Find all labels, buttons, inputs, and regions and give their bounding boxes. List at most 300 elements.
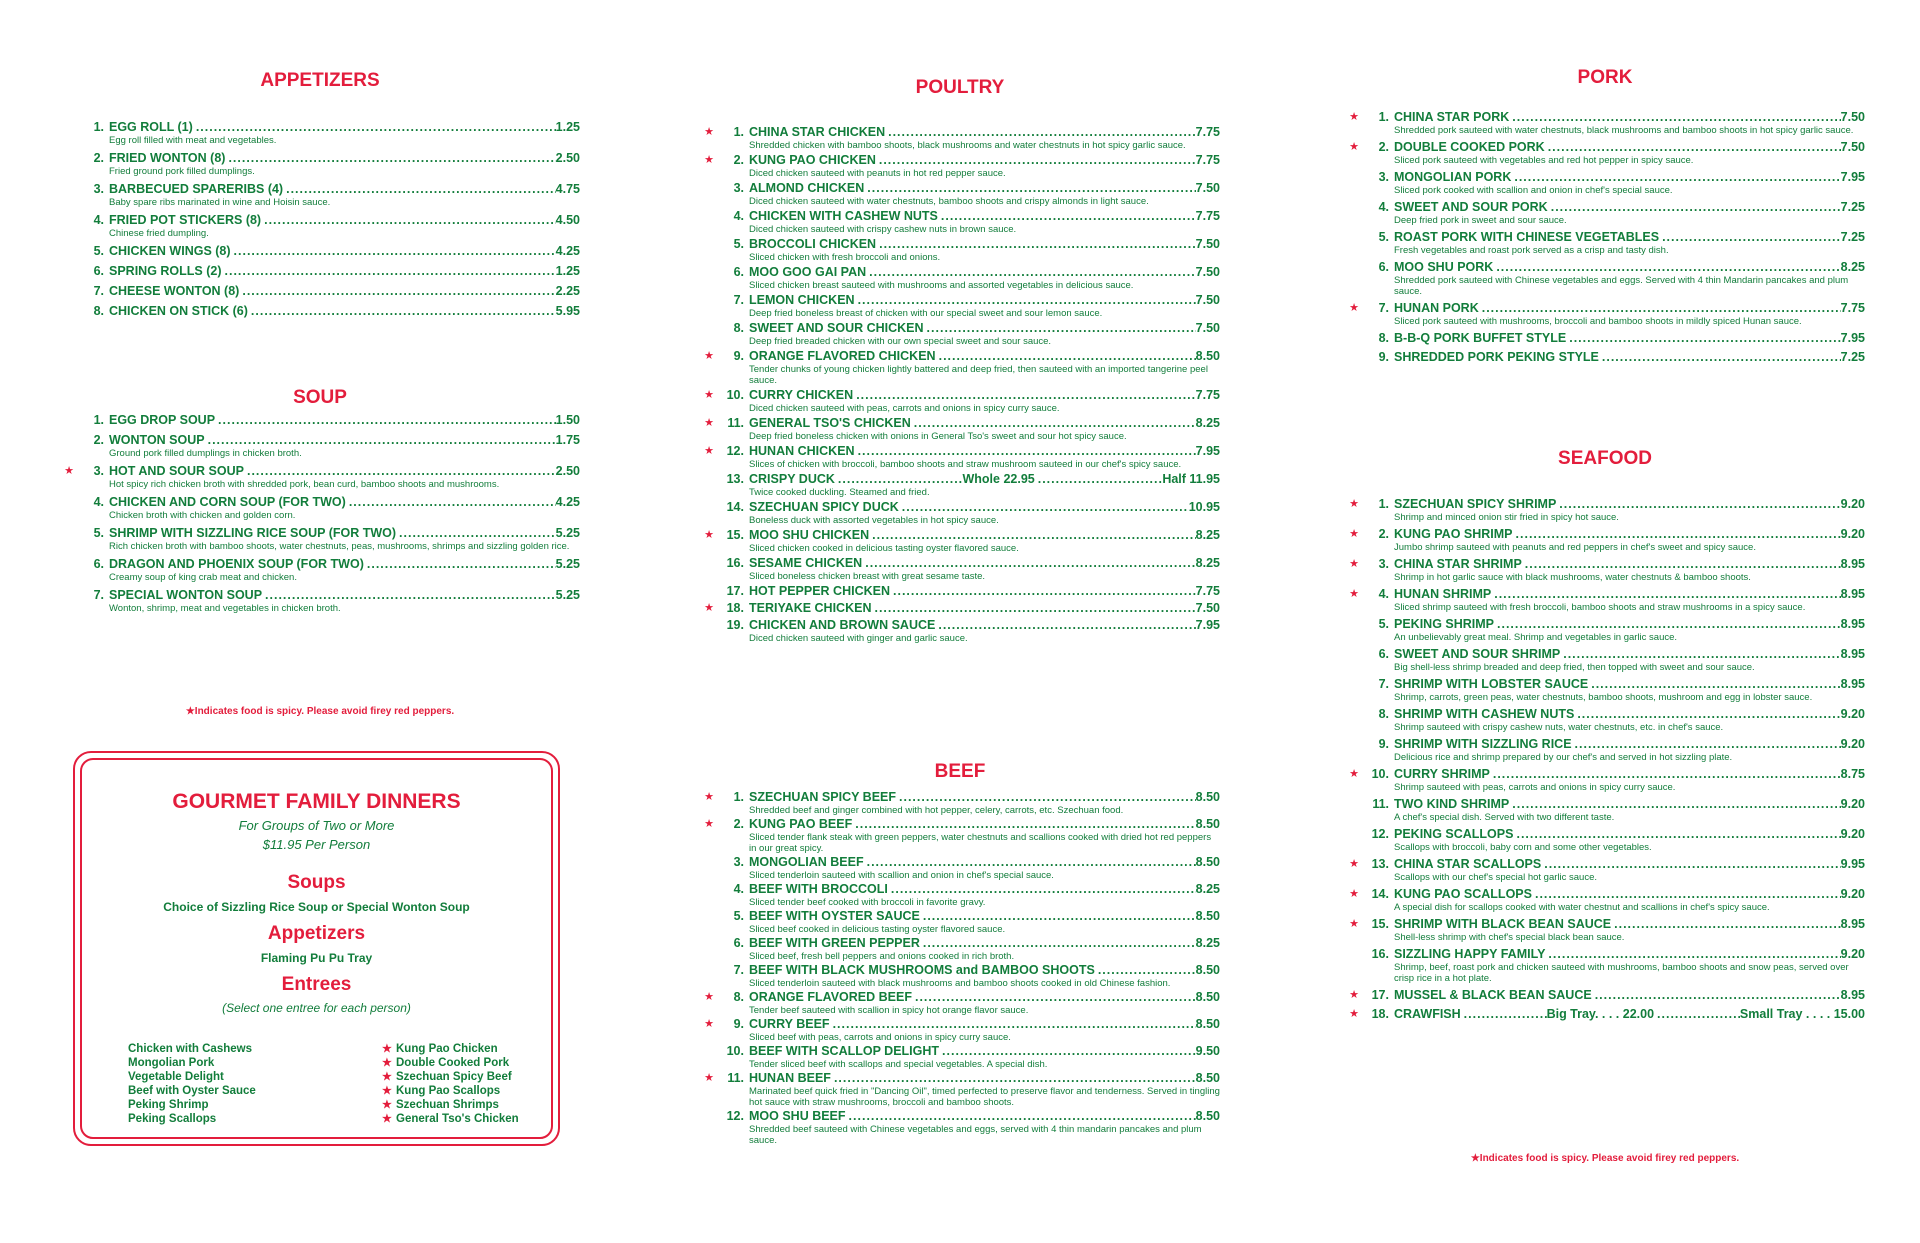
star-placeholder xyxy=(60,495,74,521)
item-body xyxy=(749,1044,1220,1070)
star-placeholder xyxy=(700,882,714,908)
item-price: Half 11.95 xyxy=(1162,472,1220,486)
spicy-star-icon: ★ xyxy=(382,1099,392,1111)
item-row xyxy=(749,963,1220,978)
spicy-star-icon: ★ xyxy=(704,154,714,166)
dot-leader xyxy=(244,464,556,479)
item-price: 7.75 xyxy=(1195,584,1220,598)
item-price: 8.50 xyxy=(1195,1017,1220,1031)
dot-leader xyxy=(239,284,555,299)
item-number: 3. xyxy=(733,855,744,869)
entree-name: Szechuan Shrimps xyxy=(396,1099,499,1111)
item-row xyxy=(749,237,1220,252)
gourmet-subtitle-price: $11.95 Per Person xyxy=(262,837,371,852)
spicy-star-icon: ★ xyxy=(704,445,714,457)
item-name: KUNG PAO BEEF xyxy=(749,817,853,831)
item-description: Fresh vegetables and roast pork served as a crisp and tasty dish. xyxy=(1394,245,1669,256)
menu-item xyxy=(700,349,1220,386)
seafood-title: SEAFOOD xyxy=(1558,448,1652,469)
item-name: HOT AND SOUR SOUP xyxy=(109,464,244,478)
gourmet-appetizers-text: Flaming Pu Pu Tray xyxy=(260,951,373,965)
item-name: TWO KIND SHRIMP xyxy=(1394,797,1510,811)
item-body xyxy=(749,237,1220,263)
item-number: 7. xyxy=(93,284,104,298)
menu-item xyxy=(700,500,1220,526)
item-body xyxy=(109,213,580,239)
gourmet-title: GOURMET FAMILY DINNERS xyxy=(172,790,461,813)
menu-item xyxy=(1345,140,1865,166)
dot-leader xyxy=(1545,140,1841,155)
item-row xyxy=(109,120,580,135)
item-number: 13. xyxy=(1371,857,1389,871)
menu-column-2 xyxy=(700,0,1220,1243)
entree-item-spicy xyxy=(382,1084,519,1098)
item-body xyxy=(749,909,1220,935)
item-body xyxy=(1394,617,1865,643)
item-price: 7.25 xyxy=(1840,200,1865,214)
entree-item: Vegetable Delight xyxy=(128,1071,224,1083)
dot-leader xyxy=(1574,707,1840,722)
spicy-star-icon: ★ xyxy=(1349,1008,1359,1020)
item-description: Deep fried boneless chicken with onions in General Tso's sweet and sour hot spicy sauce. xyxy=(749,431,1127,442)
star-placeholder xyxy=(700,472,714,498)
item-body xyxy=(749,584,1220,599)
item-number: 7. xyxy=(733,293,744,307)
item-price: 9.20 xyxy=(1840,947,1865,961)
item-number: 9. xyxy=(733,349,744,363)
item-name: CURRY SHRIMP xyxy=(1394,767,1490,781)
item-row xyxy=(109,495,580,510)
item-body xyxy=(749,125,1220,151)
dot-leader xyxy=(852,817,1195,832)
item-row xyxy=(749,321,1220,336)
item-number: 7. xyxy=(733,963,744,977)
item-number: 3. xyxy=(1378,557,1389,571)
star-placeholder xyxy=(60,264,74,279)
star-placeholder xyxy=(60,120,74,146)
item-row xyxy=(109,182,580,197)
item-number: 14. xyxy=(1371,887,1389,901)
item-body xyxy=(749,293,1220,319)
item-row xyxy=(1394,331,1865,346)
item-description: Shredded beef sauteed with Chinese vegetables and eggs, served with 4 thin mandarin pancakes and plum sauce. xyxy=(749,1124,1202,1146)
item-description: Sliced tenderloin sauteed with scallion and onion in chef's special sauce. xyxy=(749,870,1054,881)
menu-item xyxy=(700,125,1220,151)
item-name: BROCCOLI CHICKEN xyxy=(749,237,877,251)
item-price: 4.50 xyxy=(555,213,580,227)
item-price: 5.25 xyxy=(555,526,580,540)
item-number: 13. xyxy=(726,472,744,486)
gourmet-entrees-right xyxy=(382,1042,519,1126)
item-price: 5.95 xyxy=(555,304,580,318)
item-number: 9. xyxy=(733,1017,744,1031)
item-body xyxy=(749,265,1220,291)
star-placeholder xyxy=(1345,707,1359,733)
item-body xyxy=(1394,170,1865,196)
item-number: 16. xyxy=(726,556,744,570)
menu-item xyxy=(60,213,580,239)
item-body xyxy=(749,500,1220,526)
spicy-star-icon: ★ xyxy=(704,1072,714,1084)
item-number: 5. xyxy=(1378,617,1389,631)
item-name: DOUBLE COOKED PORK xyxy=(1394,140,1545,154)
menu-item xyxy=(700,321,1220,347)
item-row xyxy=(749,990,1220,1005)
dot-leader xyxy=(1479,301,1841,316)
item-name: CHINA STAR PORK xyxy=(1394,110,1510,124)
item-number: 10. xyxy=(1371,767,1389,781)
dot-leader xyxy=(1494,617,1841,632)
item-name: MUSSEL & BLACK BEAN SAUCE xyxy=(1394,988,1592,1002)
item-name: MONGOLIAN PORK xyxy=(1394,170,1512,184)
spicy-note xyxy=(1345,1153,1865,1164)
item-description: Diced chicken sauteed with peas, carrots and onions in spicy curry sauce. xyxy=(749,403,1060,414)
star-placeholder xyxy=(1345,677,1359,703)
item-name: SHRIMP WITH CASHEW NUTS xyxy=(1394,707,1575,721)
item-number: 19. xyxy=(726,618,744,632)
item-number: 4. xyxy=(1378,587,1389,601)
item-number: 5. xyxy=(733,237,744,251)
item-price: 1.25 xyxy=(555,264,580,278)
item-body xyxy=(109,557,580,583)
spicy-star-icon: ★ xyxy=(1349,888,1359,900)
item-description: Sliced boneless chicken breast with great sesame taste. xyxy=(749,571,986,582)
dot-leader xyxy=(896,790,1196,805)
item-number: 9. xyxy=(1378,350,1389,364)
item-description: Diced chicken sauteed with ginger and garlic sauce. xyxy=(749,633,968,644)
menu-item xyxy=(700,882,1220,908)
dot-leader xyxy=(876,153,1196,168)
item-description: Diced chicken sauteed with crispy cashew nuts in brown sauce. xyxy=(749,224,1017,235)
star-placeholder xyxy=(60,526,74,552)
dot-leader xyxy=(1654,1007,1740,1022)
item-number: 7. xyxy=(1378,301,1389,315)
item-description: Sliced beef, fresh bell peppers and onions cooked in rich broth. xyxy=(749,951,1015,962)
item-number: 10. xyxy=(726,1044,744,1058)
item-number: 8. xyxy=(1378,331,1389,345)
item-body xyxy=(109,433,580,459)
item-price: 8.50 xyxy=(1195,349,1220,363)
item-name: SHRIMP WITH BLACK BEAN SAUCE xyxy=(1394,917,1612,931)
item-number: 2. xyxy=(93,433,104,447)
item-number: 6. xyxy=(1378,647,1389,661)
menu-item xyxy=(60,413,580,428)
dot-leader xyxy=(1572,737,1841,752)
menu-column-1 xyxy=(60,0,580,1243)
item-name: KUNG PAO SCALLOPS xyxy=(1394,887,1532,901)
gourmet-family-dinners-box xyxy=(73,751,560,1146)
item-description: Sliced tender flank steak with green peppers, water chestnuts and scallions cooked with dried hot red peppers in our great spicy. xyxy=(749,832,1212,854)
dot-leader xyxy=(193,120,556,135)
star-placeholder xyxy=(1345,230,1359,256)
item-number: 4. xyxy=(733,209,744,223)
item-number: 6. xyxy=(733,936,744,950)
item-body xyxy=(749,855,1220,881)
item-row xyxy=(749,817,1220,832)
item-description: Sliced pork cooked with scallion and onion in chef's special sauce. xyxy=(1394,185,1673,196)
item-name: ORANGE FLAVORED BEEF xyxy=(749,990,912,1004)
item-body xyxy=(749,209,1220,235)
item-number: 1. xyxy=(1378,497,1389,511)
dot-leader xyxy=(853,388,1195,403)
item-name: SESAME CHICKEN xyxy=(749,556,863,570)
poultry-list xyxy=(700,125,1220,646)
item-body xyxy=(109,304,580,319)
item-price: 9.20 xyxy=(1840,497,1865,511)
menu-item xyxy=(700,528,1220,554)
spicy-star-icon: ★ xyxy=(382,1057,392,1069)
dot-leader xyxy=(261,213,556,228)
spicy-star-icon: ★ xyxy=(704,126,714,138)
entree-name: Double Cooked Pork xyxy=(396,1057,510,1069)
item-price: Small Tray . . . . 15.00 xyxy=(1739,1007,1865,1021)
item-description: Sliced pork sauteed with vegetables and red hot pepper in spicy sauce. xyxy=(1394,155,1694,166)
star-placeholder xyxy=(700,209,714,235)
item-description: Deep fried pork in sweet and sour sauce. xyxy=(1394,215,1567,226)
item-name: SHREDDED PORK PEKING STYLE xyxy=(1394,350,1599,364)
item-body xyxy=(1394,110,1865,136)
star-placeholder xyxy=(700,237,714,263)
item-description: Jumbo shrimp sauteed with peanuts and red peppers in chef's sweet and spicy sauce. xyxy=(1394,542,1756,553)
item-row xyxy=(1394,350,1865,365)
item-row xyxy=(749,472,1220,487)
gourmet-entrees-left xyxy=(128,1042,256,1126)
dot-leader xyxy=(866,265,1196,280)
item-body xyxy=(749,1109,1220,1146)
item-description: Sliced tender beef cooked with broccoli in favorite gravy. xyxy=(749,897,986,908)
item-row xyxy=(1394,140,1865,155)
item-row xyxy=(749,1109,1220,1124)
item-name: B-B-Q PORK BUFFET STYLE xyxy=(1394,331,1567,345)
dot-leader xyxy=(1532,887,1841,902)
item-number: 11. xyxy=(1372,797,1389,811)
item-row xyxy=(749,528,1220,543)
item-description: Diced chicken sauteed with peanuts in hot red pepper sauce. xyxy=(749,168,1006,179)
item-price: 1.25 xyxy=(555,120,580,134)
menu-item xyxy=(700,1071,1220,1108)
item-price: 9.20 xyxy=(1840,827,1865,841)
item-body xyxy=(1394,301,1865,327)
spicy-star-icon: ★ xyxy=(185,706,195,717)
spicy-star-icon: ★ xyxy=(382,1085,392,1097)
menu-item xyxy=(1345,947,1865,984)
item-body xyxy=(749,936,1220,962)
item-number: 11. xyxy=(727,1071,744,1085)
dot-leader xyxy=(1560,647,1840,662)
star-placeholder xyxy=(700,556,714,582)
star-placeholder xyxy=(700,909,714,935)
item-body xyxy=(749,790,1220,816)
dot-leader xyxy=(1461,1007,1547,1022)
spicy-note xyxy=(60,706,580,717)
menu-item xyxy=(700,153,1220,179)
item-description: Tender sliced beef with scallops and special vegetables. A special dish. xyxy=(749,1059,1048,1070)
item-name: MONGOLIAN BEEF xyxy=(749,855,864,869)
item-number: 2. xyxy=(733,817,744,831)
star-placeholder xyxy=(1345,200,1359,226)
item-row xyxy=(109,464,580,479)
item-body xyxy=(749,1071,1220,1108)
dot-leader xyxy=(864,181,1195,196)
spicy-star-icon: ★ xyxy=(64,465,74,477)
item-description: Scallops with our chef's special hot garlic sauce. xyxy=(1394,872,1597,883)
item-name: KUNG PAO CHICKEN xyxy=(749,153,876,167)
star-placeholder xyxy=(60,413,74,428)
item-description: Chicken broth with chicken and golden corn. xyxy=(109,510,296,521)
item-body xyxy=(749,388,1220,414)
item-price-alt: Big Tray. . . . 22.00 xyxy=(1546,1007,1655,1021)
item-name: CHICKEN WINGS (8) xyxy=(109,244,231,258)
dot-leader xyxy=(222,264,556,279)
dot-leader xyxy=(1545,947,1840,962)
item-name: EGG ROLL (1) xyxy=(109,120,193,134)
spicy-star-icon: ★ xyxy=(704,602,714,614)
item-name: CHEESE WONTON (8) xyxy=(109,284,240,298)
star-placeholder xyxy=(60,588,74,614)
dot-leader xyxy=(1493,260,1840,275)
entree-item-spicy xyxy=(382,1098,519,1112)
spicy-star-icon: ★ xyxy=(1349,302,1359,314)
menu-item xyxy=(1345,230,1865,256)
item-name: MOO SHU CHICKEN xyxy=(749,528,870,542)
menu-item xyxy=(1345,170,1865,196)
item-body xyxy=(109,244,580,259)
item-number: 1. xyxy=(733,790,744,804)
menu-item xyxy=(1345,497,1865,523)
star-placeholder xyxy=(60,182,74,208)
star-placeholder xyxy=(1345,617,1359,643)
spicy-star-icon: ★ xyxy=(704,1018,714,1030)
item-row xyxy=(1394,260,1865,275)
item-description: Deep fried boneless breast of chicken with our special sweet and sour lemon sauce. xyxy=(749,308,1103,319)
item-price: 8.25 xyxy=(1195,556,1220,570)
gourmet-entrees-heading: Entrees xyxy=(281,974,352,995)
star-placeholder xyxy=(1345,350,1359,365)
menu-item xyxy=(700,181,1220,207)
item-body xyxy=(1394,527,1865,553)
menu-item xyxy=(1345,887,1865,913)
item-price: 7.95 xyxy=(1840,170,1865,184)
menu-item xyxy=(1345,767,1865,793)
entree-name: General Tso's Chicken xyxy=(396,1113,519,1125)
menu-item xyxy=(1345,707,1865,733)
item-row xyxy=(109,284,580,299)
item-number: 5. xyxy=(93,526,104,540)
item-row xyxy=(109,244,580,259)
item-number: 4. xyxy=(733,882,744,896)
dot-leader xyxy=(888,882,1196,897)
item-row xyxy=(1394,647,1865,662)
item-price: 8.75 xyxy=(1840,767,1865,781)
item-name: SWEET AND SOUR CHICKEN xyxy=(749,321,924,335)
item-price: 8.95 xyxy=(1840,917,1865,931)
star-placeholder xyxy=(700,321,714,347)
item-body xyxy=(749,444,1220,470)
star-placeholder xyxy=(1345,947,1359,984)
item-description: Shrimp sauteed with peas, carrots and onions in spicy curry sauce. xyxy=(1394,782,1676,793)
item-body xyxy=(749,990,1220,1016)
item-price: 7.25 xyxy=(1840,230,1865,244)
item-price: 7.50 xyxy=(1195,181,1220,195)
dot-leader xyxy=(885,125,1196,140)
dot-leader xyxy=(1556,497,1840,512)
item-description: Sliced beef cooked in delicious tasting oyster flavored sauce. xyxy=(749,924,1006,935)
menu-item xyxy=(700,855,1220,881)
item-row xyxy=(1394,230,1865,245)
item-row xyxy=(749,584,1220,599)
item-description: Sliced chicken with fresh broccoli and onions. xyxy=(749,252,941,263)
dot-leader xyxy=(231,244,556,259)
menu-item xyxy=(60,557,580,583)
item-description: Shell-less shrimp with chef's special black bean sauce. xyxy=(1394,932,1625,943)
spicy-note-text: Indicates food is spicy. Please avoid firey red peppers. xyxy=(194,706,455,717)
item-row xyxy=(749,293,1220,308)
item-price: 5.25 xyxy=(555,588,580,602)
item-row xyxy=(1394,917,1865,932)
item-name: BARBECUED SPARERIBS (4) xyxy=(109,182,284,196)
menu-item xyxy=(60,182,580,208)
dot-leader xyxy=(1513,827,1840,842)
item-body xyxy=(109,495,580,521)
item-price: 7.50 xyxy=(1195,265,1220,279)
item-price: 4.25 xyxy=(555,244,580,258)
entree-item: Mongolian Pork xyxy=(128,1057,215,1069)
entree-name: Szechuan Spicy Beef xyxy=(396,1071,512,1083)
item-number: 2. xyxy=(733,153,744,167)
item-description: Shrimp, beef, roast pork and chicken sauteed with mushrooms, bamboo shoots and snow peas, served over crisp rice in a hot plate. xyxy=(1394,962,1849,984)
item-body xyxy=(1394,677,1865,703)
item-row xyxy=(749,1044,1220,1059)
item-price: 9.20 xyxy=(1840,527,1865,541)
item-number: 8. xyxy=(733,990,744,1004)
menu-item xyxy=(700,909,1220,935)
item-body xyxy=(749,416,1220,442)
item-body xyxy=(1394,1007,1865,1022)
menu-item xyxy=(1345,737,1865,763)
item-body xyxy=(109,413,580,428)
dot-leader xyxy=(1611,917,1841,932)
soup-list xyxy=(60,413,580,619)
item-body xyxy=(749,618,1220,644)
item-description: Marinated beef quick fried in "Dancing Oil", timed perfected to preserve flavor and tenderness. Served in tingling hot sauce with straw mushrooms, broccoli and bamboo shoots. xyxy=(749,1086,1220,1108)
item-row xyxy=(1394,617,1865,632)
dot-leader xyxy=(1541,857,1840,872)
item-number: 15. xyxy=(726,528,744,542)
menu-item xyxy=(60,433,580,459)
item-body xyxy=(1394,497,1865,523)
dot-leader xyxy=(935,618,1195,633)
star-placeholder xyxy=(1345,170,1359,196)
menu-item xyxy=(700,936,1220,962)
star-placeholder xyxy=(700,181,714,207)
item-number: 18. xyxy=(726,601,744,615)
item-number: 5. xyxy=(733,909,744,923)
menu-item xyxy=(1345,988,1865,1003)
menu-item xyxy=(1345,677,1865,703)
item-price: 9.20 xyxy=(1840,887,1865,901)
star-placeholder xyxy=(1345,331,1359,346)
item-name: BEEF WITH SCALLOP DELIGHT xyxy=(749,1044,940,1058)
dot-leader xyxy=(1491,587,1840,602)
item-number: 8. xyxy=(1378,707,1389,721)
item-price: 7.50 xyxy=(1195,293,1220,307)
item-price: 1.75 xyxy=(555,433,580,447)
item-body xyxy=(1394,331,1865,346)
item-name: CHICKEN WITH CASHEW NUTS xyxy=(749,209,938,223)
item-description: Ground pork filled dumplings in chicken broth. xyxy=(109,448,302,459)
menu-item xyxy=(1345,857,1865,883)
item-name: CHINA STAR SHRIMP xyxy=(1394,557,1522,571)
